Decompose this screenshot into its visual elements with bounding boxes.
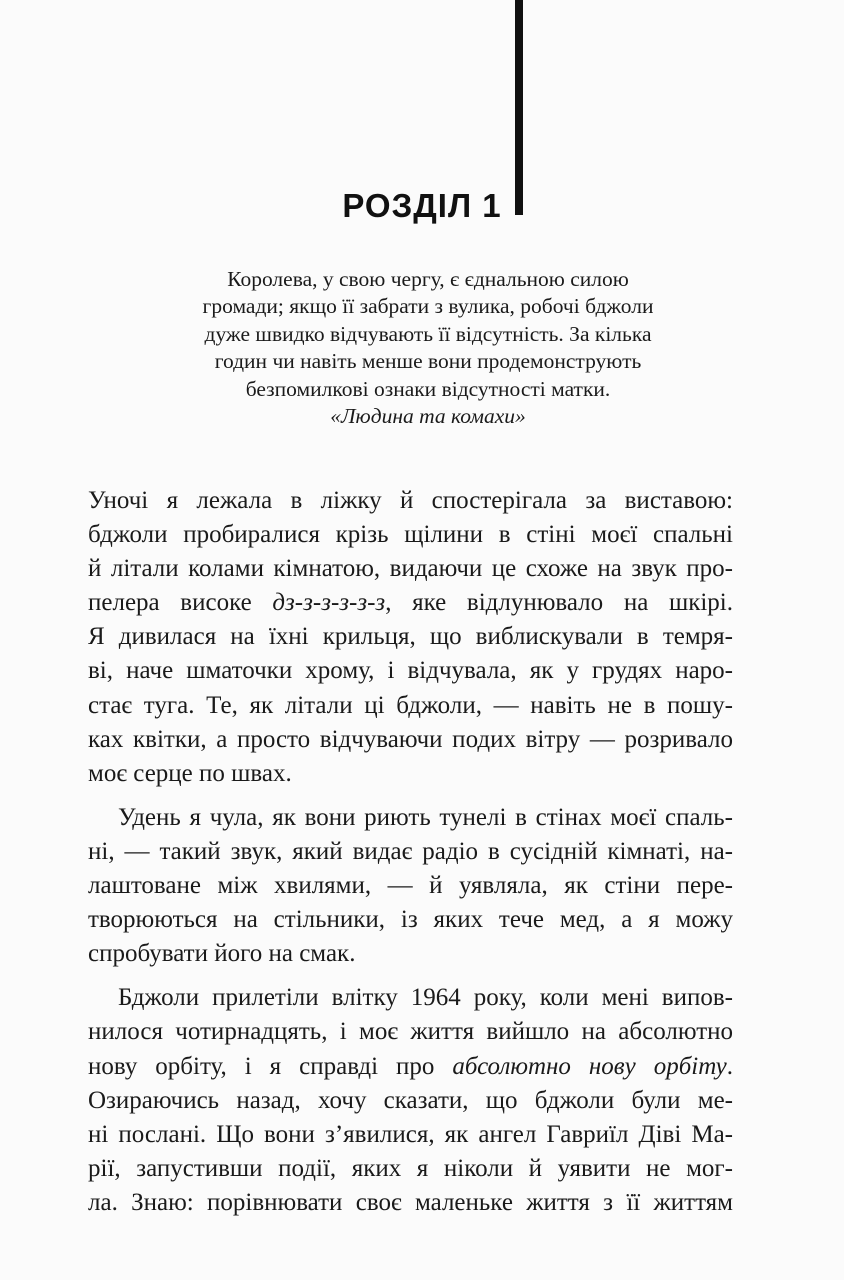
text-line: рії, запустивши події, яких я ніколи й уявити не мог-: [88, 1154, 733, 1182]
text-line: ках квітки, а просто відчуваючи подих вітру — розривало: [88, 725, 733, 753]
text-line: моє серце по швах.: [88, 759, 292, 787]
chapter-title: РОЗДІЛ 1: [342, 187, 502, 224]
text-line: спробувати його на смак.: [88, 940, 356, 968]
text-line: ні послані. Що вони з’явилися, як ангел Гавриїл Діві Ма-: [88, 1120, 733, 1148]
text-line: нилося чотирнадцять, і моє життя вийшло на абсолютно: [88, 1018, 733, 1046]
text-line: й літали колами кімнатою, видаючи це схоже на звук про-: [88, 555, 733, 583]
page-edge-bar: [515, 0, 523, 215]
epigraph-line: безпомилкові ознаки відсутності матки.: [245, 376, 611, 401]
epigraph-line: годин чи навіть менше вони продемонструють: [214, 349, 642, 374]
text-line: ла. Знаю: порівнювати своє маленьке життя з її життям: [88, 1188, 733, 1216]
emphasis: абсолютно нову орбіту: [452, 1052, 727, 1080]
text-line: Уночі я лежала в ліжку й спостерігала за виставою:: [88, 487, 733, 514]
text-line: Я дивилася на їхні крильця, що виблискували в темря-: [88, 623, 733, 651]
text-line: Озираючись назад, хочу сказати, що бджоли були ме-: [88, 1086, 733, 1114]
epigraph-line: Королева, у свою чергу, є єднальною силою: [227, 267, 629, 291]
text-line: лаштоване між хвилями, — й уявляла, як стіни пере-: [88, 872, 733, 900]
emphasis: дз-з-з-з-з-з: [272, 589, 386, 617]
paragraph-gap: [88, 791, 733, 801]
text-line: Удень я чула, як вони риють тунелі в стінах моєї спаль-: [118, 803, 733, 831]
text-line: творюються на стільники, із яких тече мед, а я можу: [88, 906, 733, 934]
epigraph-source: «Людина та комахи»: [330, 404, 526, 429]
epigraph-line: дуже швидко відчувають її відсутність. За кілька: [204, 321, 652, 346]
text-line: ві, наче шматочки хрому, і відчувала, як у грудях наро-: [88, 657, 733, 685]
body-text: [88, 484, 733, 1220]
epigraph-line: громади; якщо її забрати з вулика, робочі бджоли: [202, 294, 654, 319]
epigraph: [130, 266, 726, 430]
text-line: стає туга. Те, як літали ці бджоли, — навіть не в пошу-: [88, 691, 733, 719]
text-line: пелера високе дз-з-з-з-з-з, яке відлунювало на шкірі.: [88, 589, 734, 617]
text-line: нову орбіту, і я справді про абсолютно нову орбіту.: [88, 1052, 733, 1080]
text-line: бджоли пробиралися крізь щілини в стіні моєї спальні: [88, 521, 733, 549]
paragraph-gap: [88, 971, 733, 981]
text-line: Бджоли прилетіли влітку 1964 року, коли мені випов-: [118, 984, 733, 1012]
text-line: ні, — такий звук, який видає радіо в сусідній кімнаті, на-: [88, 837, 733, 865]
